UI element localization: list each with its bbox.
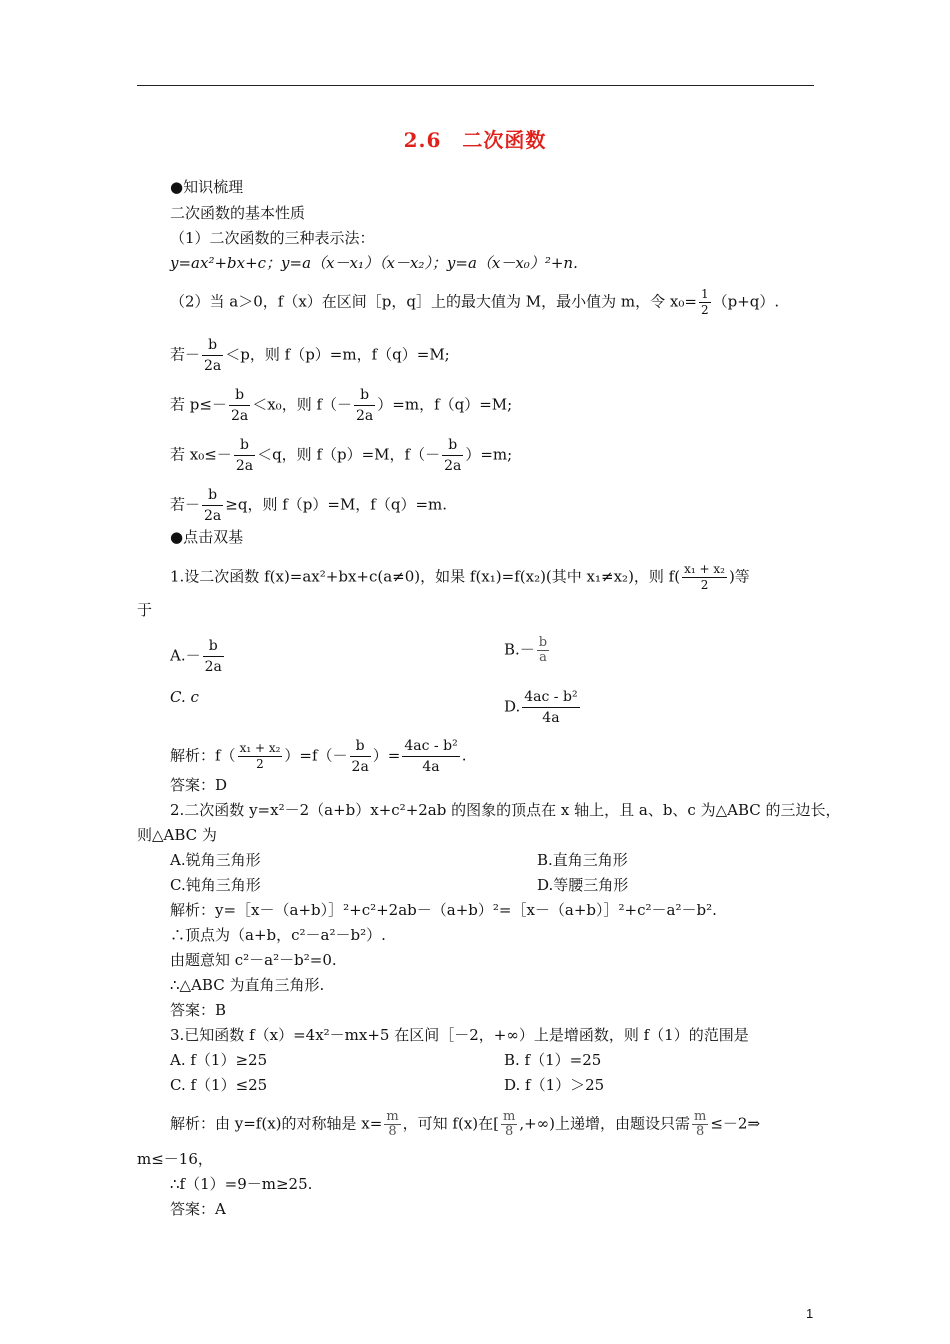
fraction-denominator: 2a [351, 759, 369, 775]
fraction-numerator: b [354, 385, 375, 406]
fraction-numerator: 4ac - b² [402, 736, 459, 757]
solution-text: ）=f（－ [284, 746, 348, 765]
q3-option-b: B. f（1）=25 [504, 1051, 602, 1069]
case-text: ＜q，则 f（p）=M，f（－ [257, 445, 441, 464]
fraction-numerator: m [386, 1109, 399, 1124]
q1-option-c: C. c [170, 688, 199, 706]
fraction-numerator: b [202, 335, 223, 356]
solution-text: ，可知 f(x)在[ [402, 1114, 499, 1133]
fraction-numerator: b [229, 385, 250, 406]
fraction-numerator: 1 [700, 287, 709, 301]
fraction-denominator: 4a [422, 759, 440, 775]
q3-option-c: C. f（1）≤25 [170, 1076, 268, 1094]
fraction-denominator: 4a [542, 710, 560, 726]
q2-option-b: B.直角三角形 [537, 851, 628, 869]
case-text: 若－ [170, 495, 201, 514]
q2-solution-3: 由题意知 c²－a²－b²=0. [170, 951, 337, 969]
question-1-stem-cont: 于 [137, 601, 153, 619]
subheading: 二次函数的基本性质 [170, 204, 306, 222]
fraction-numerator: m [694, 1109, 707, 1124]
fraction-x1-x2 [238, 741, 283, 772]
fraction-numerator: b [538, 635, 548, 650]
question-text: 1.设二次函数 f(x)=ax²+bx+c(a≠0)，如果 f(x₁)=f(x₂)(其中 x₁≠x₂)，则 f( [170, 567, 681, 586]
fraction-numerator: b [234, 435, 255, 456]
paragraph-2-tail: （p+q）. [712, 292, 780, 311]
fraction-numerator: m [503, 1109, 516, 1124]
fraction-m-8 [501, 1110, 517, 1139]
case-3 [170, 435, 512, 476]
fraction-x1-x2 [682, 562, 727, 593]
question-3-stem: 3.已知函数 f（x）=4x²－mx+5 在区间［－2，+∞）上是增函数，则 f（1）的范围是 [170, 1026, 749, 1044]
q3-option-a: A. f（1）≥25 [170, 1051, 268, 1069]
case-text: ≥q，则 f（p）=M，f（q）=m. [225, 495, 448, 514]
case-text: 若 x₀≤－ [170, 445, 232, 464]
fraction-denominator: 2 [700, 303, 709, 317]
fraction-4ac-b2-4a [522, 687, 579, 728]
fraction-denominator: 2a [204, 358, 222, 374]
q3-solution-2: ∴f（1）=9－m≥25. [170, 1175, 313, 1193]
option-label: A.－ [170, 646, 201, 665]
case-text: 若 p≤－ [170, 395, 227, 414]
option-label: B.－ [504, 640, 535, 659]
fraction-denominator: 8 [505, 1124, 514, 1139]
solution-text: ,+∞)上递增，由题设只需 [519, 1114, 691, 1133]
solution-text: 解析：f（ [170, 746, 236, 765]
q3-option-d: D. f（1）＞25 [504, 1076, 605, 1094]
fraction-numerator: x₁ + x₂ [684, 562, 725, 576]
fraction-denominator: 2 [700, 578, 709, 592]
fraction-numerator: x₁ + x₂ [239, 741, 281, 755]
q1-answer: 答案：D [170, 776, 228, 794]
question-text: )等 [728, 567, 750, 586]
fraction-numerator: b [203, 636, 224, 657]
fraction-denominator: 8 [696, 1124, 705, 1139]
q1-solution [170, 736, 466, 777]
option-label: D. [504, 697, 521, 716]
fraction-denominator: a [539, 650, 547, 665]
case-text: ＜p，则 f（p）=m，f（q）=M; [225, 345, 450, 364]
fraction-numerator: b [202, 485, 223, 506]
fraction-denominator: 8 [388, 1124, 397, 1139]
fraction-m-8 [692, 1110, 708, 1139]
paragraph-1: （1）二次函数的三种表示法： [170, 229, 375, 247]
case-text: 若－ [170, 345, 201, 364]
header-rule [137, 85, 814, 86]
fraction-b-2a [202, 485, 223, 526]
paragraph-2-text: （2）当 a＞0，f（x）在区间［p，q］上的最大值为 M，最小值为 m，令 x₀= [170, 292, 697, 311]
q2-solution-2: ∴顶点为（a+b，c²－a²－b²）. [170, 926, 386, 944]
q2-solution-1: 解析：y=［x－（a+b）］²+c²+2ab－（a+b）²=［x－（a+b）］²+c²－a²－b². [170, 901, 717, 919]
q3-solution-cont: m≤－16， [137, 1150, 213, 1168]
fraction-4ac-b2-4a [402, 736, 459, 777]
paragraph-2 [170, 287, 779, 318]
fraction-numerator: b [442, 435, 463, 456]
fraction-denominator: 2a [356, 408, 374, 424]
q2-option-d: D.等腰三角形 [537, 876, 629, 894]
case-text: ）=m，f（q）=M; [377, 395, 513, 414]
q2-answer: 答案：B [170, 1001, 227, 1019]
solution-text: . [461, 746, 467, 765]
fraction-denominator: 2a [204, 659, 222, 675]
case-text: ）=m; [465, 445, 513, 464]
q1-option-d [504, 687, 582, 728]
fraction-b-2a [350, 736, 371, 777]
fraction-b-2a [229, 385, 250, 426]
q3-answer: 答案：A [170, 1200, 226, 1218]
page-number: 1 [806, 1306, 814, 1321]
fraction-half [699, 287, 711, 318]
formula-forms: y=ax²+bx+c；y=a（x－x₁）（x－x₂）；y=a（x－x₀）²+n. [170, 254, 578, 272]
q1-option-a [170, 636, 226, 677]
page-title: 2.6 二次函数 [403, 128, 547, 152]
fraction-b-2a [203, 636, 224, 677]
fraction-b-2a [354, 385, 375, 426]
fraction-b-2a [234, 435, 255, 476]
question-2-stem-cont: 则△ABC 为 [137, 826, 217, 844]
case-4 [170, 485, 447, 526]
section-heading-knowledge: ●知识梳理 [170, 178, 244, 196]
fraction-b-2a [202, 335, 223, 376]
q2-solution-4: ∴△ABC 为直角三角形. [170, 976, 325, 994]
fraction-numerator: 4ac - b² [522, 687, 579, 708]
solution-text: 解析：由 y=f(x)的对称轴是 x= [170, 1114, 383, 1133]
q1-option-b [504, 636, 551, 665]
solution-text: ≤－2⇒ [710, 1114, 761, 1133]
fraction-b-2a [442, 435, 463, 476]
fraction-denominator: 2a [204, 508, 222, 524]
fraction-denominator: 2a [230, 408, 249, 424]
section-heading-basics: ●点击双基 [170, 528, 244, 546]
q2-option-a: A.锐角三角形 [170, 851, 261, 869]
fraction-b-a [537, 636, 549, 665]
fraction-denominator: 2 [256, 757, 264, 771]
fraction-m-8 [384, 1110, 400, 1139]
case-1 [170, 335, 450, 376]
case-2 [170, 385, 512, 426]
solution-text: ）= [372, 746, 401, 765]
case-text: ＜x₀，则 f（－ [252, 395, 353, 414]
question-1-stem [170, 562, 750, 593]
q3-solution [170, 1110, 760, 1139]
fraction-denominator: 2a [235, 458, 254, 474]
question-2-stem: 2.二次函数 y=x²－2（a+b）x+c²+2ab 的图象的顶点在 x 轴上，且 a、b、c 为△ABC 的三边长， [170, 801, 841, 819]
fraction-numerator: b [350, 736, 371, 757]
fraction-denominator: 2a [444, 458, 462, 474]
q2-option-c: C.钝角三角形 [170, 876, 261, 894]
